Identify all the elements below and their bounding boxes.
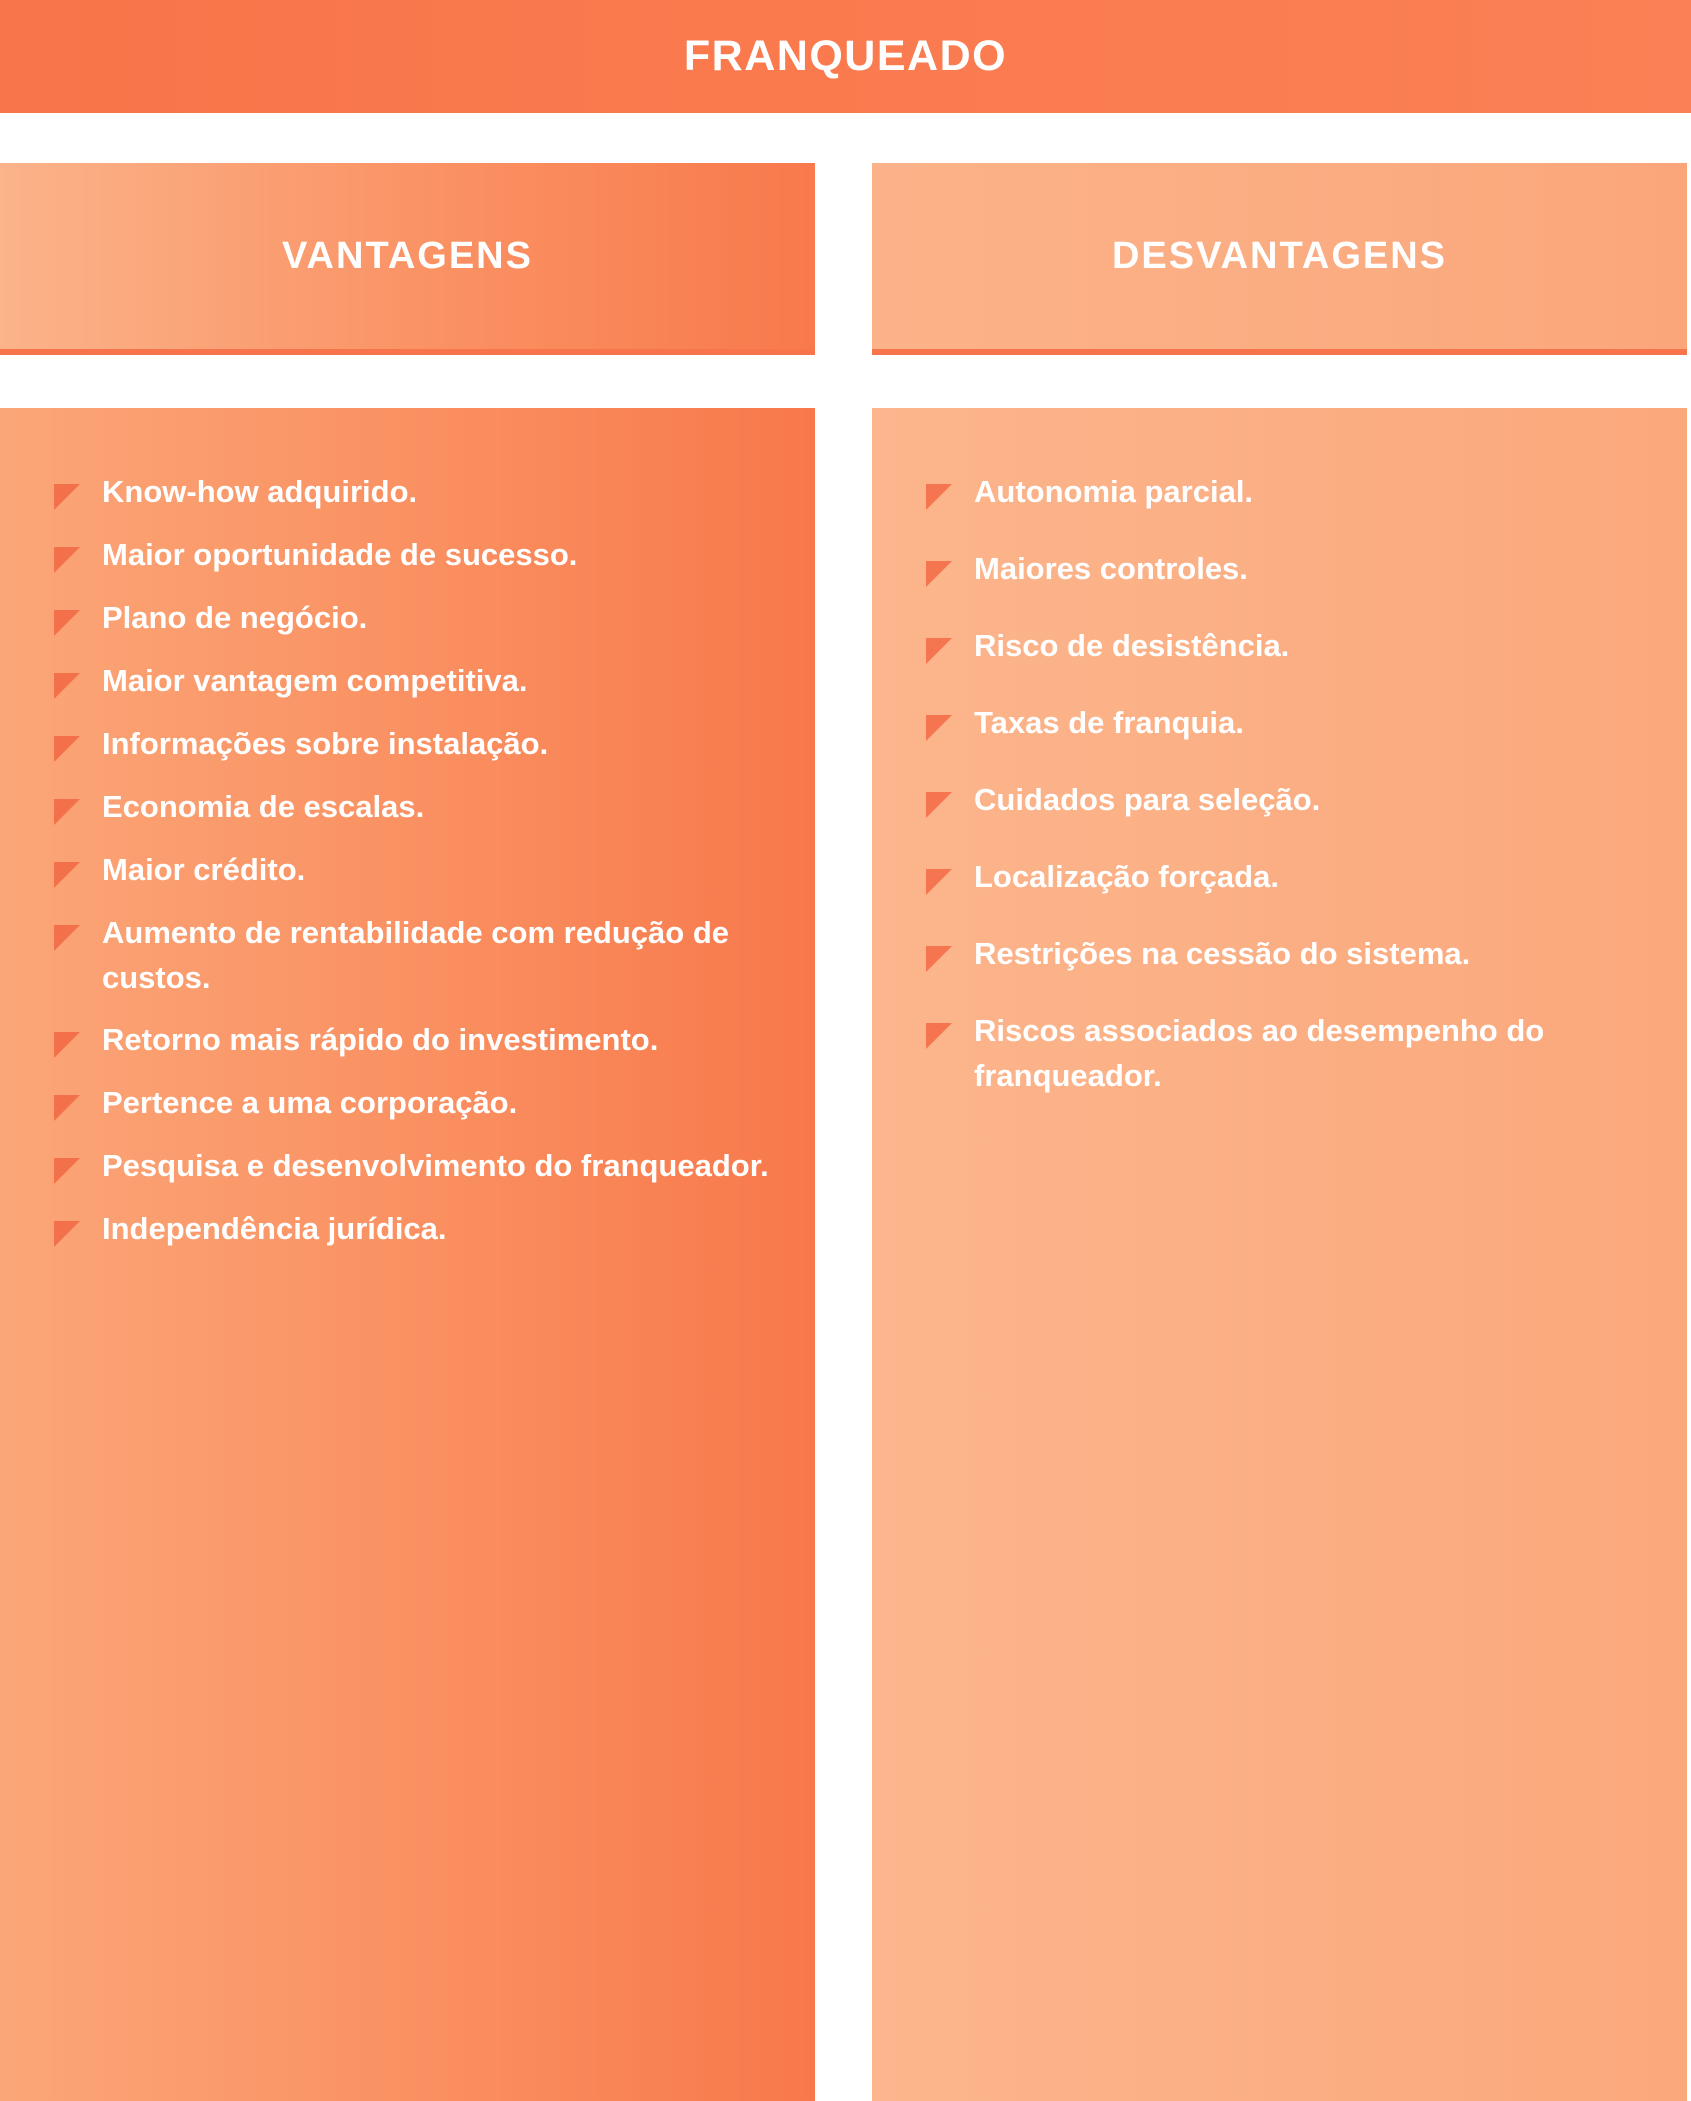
triangle-bullet-icon <box>926 484 952 510</box>
triangle-bullet-icon <box>54 925 80 951</box>
list-item-label: Cuidados para seleção. <box>974 781 1321 817</box>
list-item-label: Autonomia parcial. <box>974 474 1254 509</box>
column-header-label: VANTAGENS <box>282 234 533 277</box>
list-item <box>40 848 775 893</box>
column-header-vantagens <box>0 163 815 355</box>
columns-container <box>0 113 1691 2101</box>
list-item-label: Aumento de rentabilidade com redução de custos. <box>102 914 730 995</box>
list-item <box>40 1081 775 1126</box>
list-item-label: Retorno mais rápido do investimento. <box>102 1022 659 1058</box>
triangle-bullet-icon <box>926 715 952 741</box>
list-item <box>40 1018 775 1063</box>
list-item <box>912 1009 1647 1099</box>
list-item <box>40 911 775 1001</box>
column-body-desvantagens <box>872 408 1687 2101</box>
list-item <box>912 701 1647 746</box>
list-item <box>40 1207 775 1252</box>
title-bar <box>0 0 1691 113</box>
list-item-label: Maior crédito. <box>102 851 306 887</box>
list-item-label: Risco de desistência. <box>974 627 1290 663</box>
column-body-vantagens <box>0 408 815 2101</box>
list-item-label: Pertence a uma corporação. <box>102 1085 518 1121</box>
triangle-bullet-icon <box>54 673 80 699</box>
triangle-bullet-icon <box>54 1158 80 1184</box>
list-item <box>40 785 775 830</box>
triangle-bullet-icon <box>54 1032 80 1058</box>
list-item-label: Plano de negócio. <box>102 599 368 635</box>
triangle-bullet-icon <box>54 547 80 573</box>
list-item-label: Independência jurídica. <box>102 1211 447 1247</box>
list-item-label: Maior vantagem competitiva. <box>102 662 528 698</box>
triangle-bullet-icon <box>926 869 952 895</box>
triangle-bullet-icon <box>926 561 952 587</box>
list-item-label: Taxas de franquia. <box>974 704 1244 740</box>
list-item-label: Informações sobre instalação. <box>102 725 549 761</box>
list-item-label: Know-how adquirido. <box>102 474 418 509</box>
triangle-bullet-icon <box>54 610 80 636</box>
list-item <box>40 470 775 515</box>
triangle-bullet-icon <box>54 484 80 510</box>
vantagens-list <box>40 470 775 1252</box>
triangle-bullet-icon <box>54 862 80 888</box>
column-desvantagens <box>872 113 1687 2101</box>
desvantagens-list <box>912 470 1647 1098</box>
list-item-label: Maiores controles. <box>974 550 1248 586</box>
list-item <box>40 596 775 641</box>
triangle-bullet-icon <box>54 799 80 825</box>
column-header-label: DESVANTAGENS <box>1111 234 1448 277</box>
triangle-bullet-icon <box>54 1095 80 1121</box>
list-item-label: Localização forçada. <box>974 858 1279 894</box>
list-item <box>912 932 1647 977</box>
list-item <box>40 659 775 704</box>
list-item <box>912 470 1647 515</box>
triangle-bullet-icon <box>926 946 952 972</box>
triangle-bullet-icon <box>926 1023 952 1049</box>
list-item <box>40 722 775 767</box>
page-title: FRANQUEADO <box>683 32 1008 80</box>
list-item <box>40 533 775 578</box>
list-item-label: Riscos associados ao desempenho do franqueador. <box>974 1012 1545 1093</box>
triangle-bullet-icon <box>926 638 952 664</box>
list-item <box>40 1144 775 1189</box>
triangle-bullet-icon <box>54 1221 80 1247</box>
list-item-label: Restrições na cessão do sistema. <box>974 935 1471 971</box>
column-vantagens <box>0 113 815 2101</box>
triangle-bullet-icon <box>54 736 80 762</box>
list-item-label: Maior oportunidade de sucesso. <box>102 536 578 572</box>
list-item <box>912 547 1647 592</box>
triangle-bullet-icon <box>926 792 952 818</box>
list-item <box>912 855 1647 900</box>
list-item-label: Pesquisa e desenvolvimento do franqueador. <box>102 1148 769 1184</box>
list-item <box>912 778 1647 823</box>
list-item <box>912 624 1647 669</box>
column-header-desvantagens <box>872 163 1687 355</box>
list-item-label: Economia de escalas. <box>102 788 425 824</box>
